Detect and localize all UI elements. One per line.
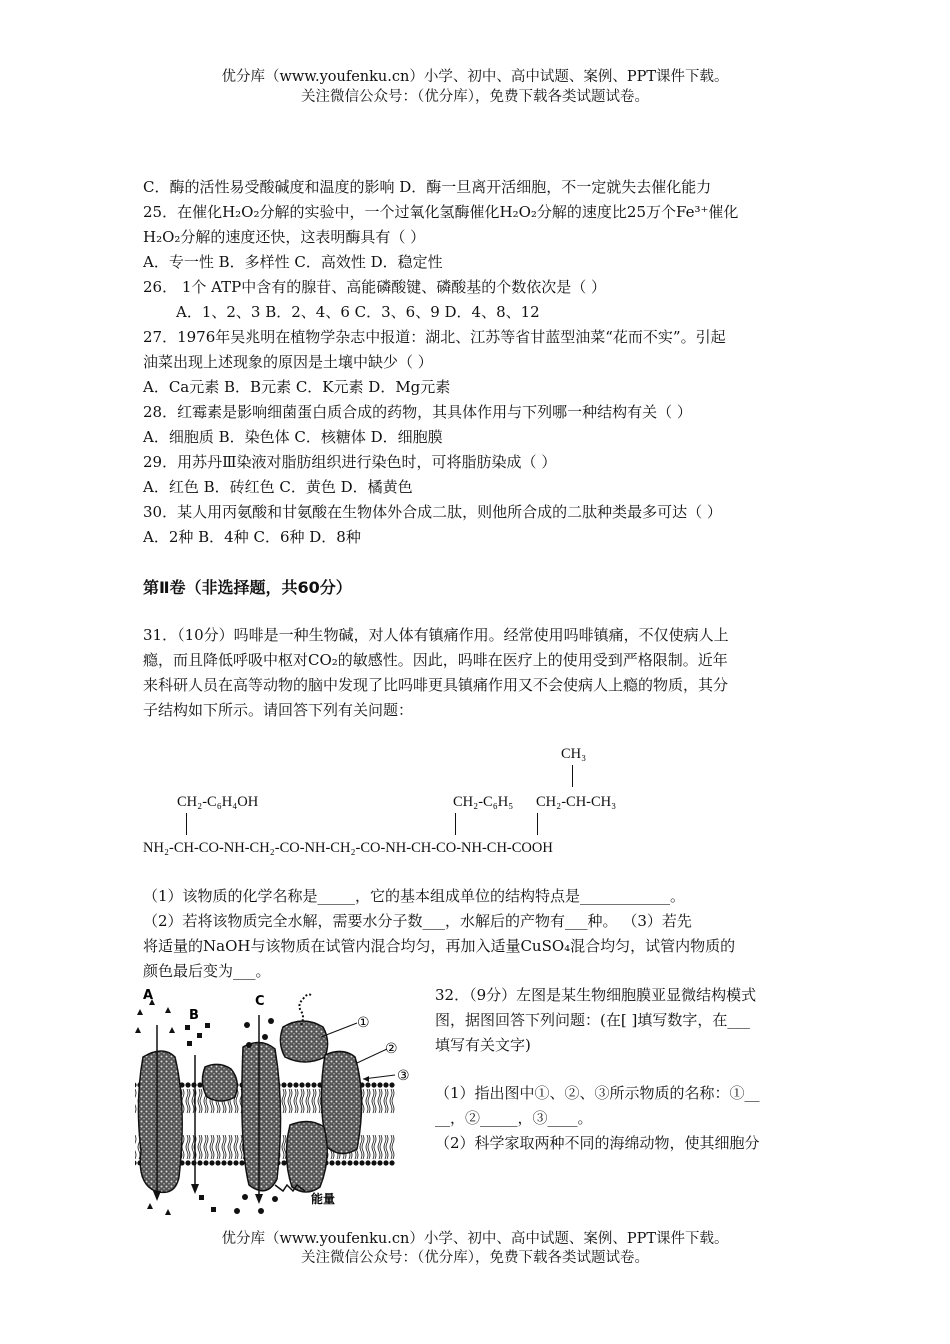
- question-31-part-2: （2）若将该物质完全水解，需要水分子数___，水解后的产物有___种。 （3）若先: [143, 912, 692, 930]
- question-25-options: A．专一性 B．多样性 C．高效性 D．稳定性: [143, 253, 443, 271]
- label-3: ③: [397, 1068, 410, 1084]
- question-32-part-1-line-1: （1）指出图中①、②、③所示物质的名称：①__: [435, 1084, 760, 1102]
- pointer-2: [357, 1049, 387, 1063]
- glycoprotein: [280, 1021, 327, 1062]
- methyl-group: CH₃: [561, 746, 587, 762]
- label-energy: 能量: [311, 1192, 336, 1206]
- question-32-line-2: 图，据图回答下列问题：(在[ ]填写数字，在___: [435, 1011, 750, 1029]
- question-31-line-4: 子结构如下所示。请回答下列有关问题：: [143, 701, 414, 719]
- header-line-2: 关注微信公众号：（优分库），免费下载各类试题试卷。: [301, 89, 649, 105]
- label-c: C: [255, 994, 265, 1009]
- footer-line-1: 优分库（www.youfenku.cn）小学、初中、高中试题、案例、PPT课件下载。: [221, 1231, 729, 1247]
- question-25-line-2: H₂O₂分解的速度还快，这表明酶具有（ ）: [143, 228, 426, 246]
- pointer-1: [321, 1023, 357, 1037]
- question-32-part-2: （2）科学家取两种不同的海绵动物，使其细胞分: [435, 1134, 760, 1152]
- question-27-line-2: 油菜出现上述现象的原因是土壤中缺少（ ）: [143, 353, 433, 371]
- label-1: ①: [357, 1015, 370, 1031]
- side-chain-leucine: CH₂-CH-CH₃: [536, 794, 617, 810]
- inner-protein: [286, 1121, 327, 1192]
- question-32-line-3: 填写有关文字): [435, 1036, 531, 1054]
- bond-3: [537, 813, 538, 835]
- question-31-part-4: 颜色最后变为___。: [143, 962, 271, 980]
- question-29-options: A．红色 B．砖红色 C．黄色 D．橘黄色: [143, 478, 413, 496]
- question-27-line-1: 27．1976年吴兆明在植物学杂志中报道：湖北、江苏等省甘蓝型油菜“花而不实”。引起: [143, 328, 726, 346]
- header-line-1: 优分库（www.youfenku.cn）小学、初中、高中试题、案例、PPT课件下载。: [221, 69, 729, 85]
- bond-methyl: [572, 765, 573, 787]
- question-31-line-1: 31．（10分）吗啡是一种生物碱，对人体有镇痛作用。经常使用吗啡镇痛，不仅使病人上: [143, 626, 729, 644]
- transmembrane-protein: [321, 1051, 361, 1153]
- question-31-line-2: 瘾，而且降低呼吸中枢对CO₂的敏感性。因此，吗啡在医疗上的使用受到严格限制。近年: [143, 651, 728, 669]
- question-24-option-cd: C．酶的活性易受酸碱度和温度的影响 D．酶一旦离开活细胞，不一定就失去催化能力: [143, 178, 712, 196]
- peripheral-protein: [202, 1064, 237, 1101]
- cell-membrane-figure: [125, 985, 420, 1225]
- question-30-options: A．2种 B．4种 C．6种 D．8种: [143, 528, 361, 546]
- main-chain: NH₂-CH-CO-NH-CH₂-CO-NH-CH₂-CO-NH-CH-CO-NH-CH-COOH: [143, 840, 553, 856]
- label-a: A: [143, 988, 154, 1003]
- question-32-part-1-line-2: __，②_____，③____。: [435, 1109, 593, 1127]
- bond-1: [186, 813, 187, 835]
- label-2: ②: [385, 1041, 398, 1057]
- question-27-options: A．Ca元素 B．B元素 C．K元素 D．Mg元素: [143, 378, 451, 396]
- question-32-line-1: 32．（9分）左图是某生物细胞膜亚显微结构模式: [435, 986, 757, 1004]
- side-chain-tyrosine: CH₂-C₆H₄OH: [177, 794, 259, 810]
- question-31-line-3: 来科研人员在高等动物的脑中发现了比吗啡更具镇痛作用又不会使病人上瘾的物质，其分: [143, 676, 729, 694]
- question-30: 30．某人用丙氨酸和甘氨酸在生物体外合成二肽，则他所合成的二肽种类最多可达（ ）: [143, 503, 722, 521]
- question-26: 26． 1个 ATP中含有的腺苷、高能磷酸键、磷酸基的个数依次是（ ）: [143, 278, 607, 296]
- label-b: B: [189, 1008, 199, 1023]
- footer-line-2: 关注微信公众号：（优分库），免费下载各类试题试卷。: [301, 1250, 649, 1266]
- question-31-part-3: 将适量的NaOH与该物质在试管内混合均匀，再加入适量CuSO₄混合均匀，试管内物质的: [143, 937, 736, 955]
- question-25-line-1: 25．在催化H₂O₂分解的实验中，一个过氧化氢酶催化H₂O₂分解的速度比25万个Fe³⁺催化: [143, 203, 739, 221]
- question-28-options: A．细胞质 B．染色体 C．核糖体 D．细胞膜: [143, 428, 443, 446]
- question-26-options: A．1、2、3 B．2、4、6 C．3、6、9 D．4、8、12: [176, 303, 540, 321]
- channel-protein-a: [138, 1051, 182, 1192]
- bond-2: [455, 813, 456, 835]
- side-chain-phenylalanine: CH₂-C₆H₅: [453, 794, 514, 810]
- channel-protein-c: [242, 1042, 281, 1190]
- question-28: 28．红霉素是影响细菌蛋白质合成的药物，其具体作用与下列哪一种结构有关（ ）: [143, 403, 692, 421]
- question-31-part-1: （1）该物质的化学名称是_____，它的基本组成单位的结构特点是____________。: [143, 887, 686, 905]
- question-29: 29．用苏丹Ⅲ染液对脂肪组织进行染色时，可将脂肪染成（ ）: [143, 453, 557, 471]
- section-title: 第Ⅱ卷（非选择题，共60分）: [143, 578, 352, 597]
